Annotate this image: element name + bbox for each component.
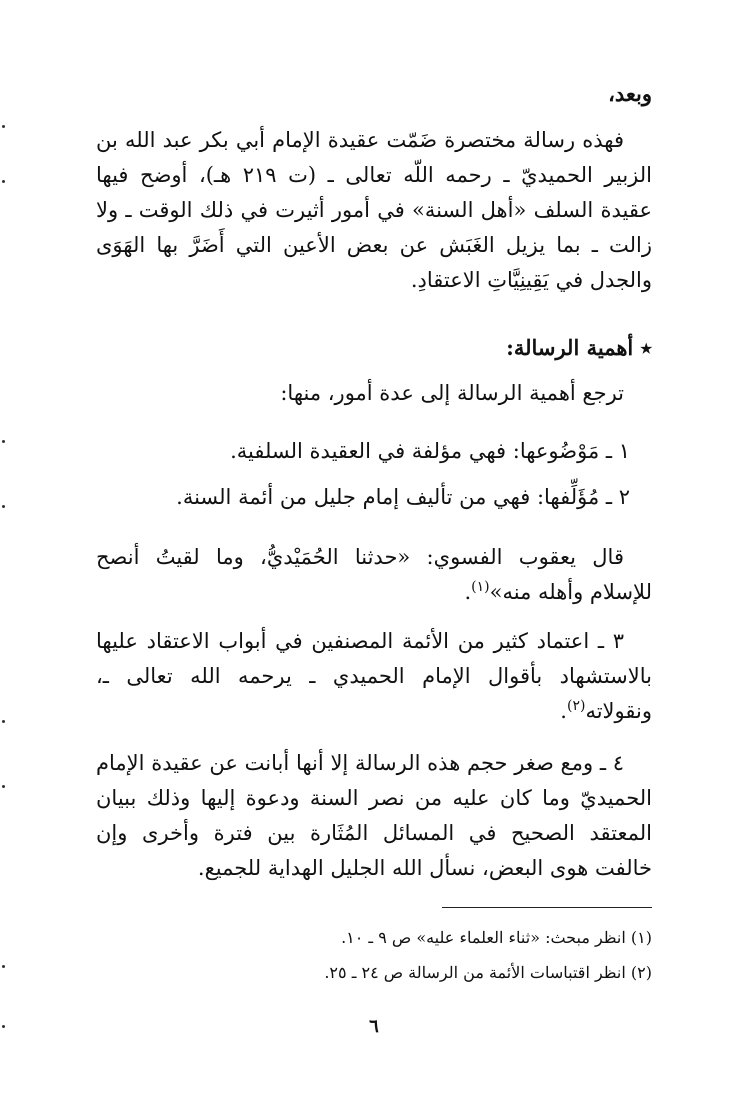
section-intro: ترجع أهمية الرسالة إلى عدة أمور، منها: [280,381,624,405]
intro-paragraph: فهذه رسالة مختصرة ضَمّت عقيدة الإمام أبي بكر عبد الله بن الزبير الحميديّ ـ رحمه اللّه تعالى ـ (ت ٢١٩ هـ)، أوضح فيها عقيدة السلف «أهل السنة» في أمور أثيرت في ذلك الوقت ـ ولا زالت ـ بما يزيل الغَبَش عن بعض الأعين التي أَضَرَّ بها الهَوَى والجدل في يَقِينِيَّاتِ الاعتقادِ. [96,128,652,292]
point-1: ١ ـ مَوْضُوعها: فهي مؤلفة في العقيدة السلفية. [230,439,630,463]
quote-period: . [464,580,472,604]
scan-edge-mark [2,720,5,723]
quote-paragraph [96,540,652,610]
quote-text: قال يعقوب الفسوي: «حدثنا الحُمَيْديُّ، وما لقيتُ أنصح للإسلام وأهله منه» [96,545,652,604]
point-2: ٢ ـ مُؤَلِّفها: فهي من تأليف إمام جليل من أئمة السنة. [176,485,630,509]
footnote-marker-2: (٢) [566,698,586,714]
footnote-2: (٢) انظر اقتباسات الأئمة من الرسالة ص ٢٤ ـ ٢٥. [324,963,652,982]
footnote-1: (١) انظر مبحث: «ثناء العلماء عليه» ص ٩ ـ ١٠. [341,928,652,947]
section-heading: ٭ أهمية الرسالة: [506,335,652,360]
page-number: ٦ [369,1016,379,1037]
opening-line: وبعد، [608,81,652,106]
scan-edge-mark [2,440,5,443]
footnote-divider [442,907,652,908]
point-3-text: ٣ ـ اعتماد كثير من الأئمة المصنفين في أبواب الاعتقاد عليها بالاستشهاد بأقوال الإمام الحميدي ـ يرحمه الله تعالى ـ، ونقولاته [96,629,652,723]
scan-edge-mark [2,1025,5,1028]
scan-edge-mark [2,180,5,183]
footnote-marker-1: (١) [471,579,490,595]
scan-edge-mark [2,505,5,508]
point-3-period: . [560,699,567,723]
point-4: ٤ ـ ومع صغر حجم هذه الرسالة إلا أنها أبانت عن عقيدة الإمام الحميديّ وما كان عليه من نصر السنة ودعوة إليها وذلك ببيان المعتقد الصحيح في المسائل المُثَارة بين فترة وأخرى وإن خالفت هوى البعض، نسأل الله الجليل الهداية للجميع. [96,751,652,880]
scan-edge-mark [2,965,5,968]
book-page [96,0,652,1096]
point-3 [96,624,652,729]
scan-edge-mark [2,125,5,128]
scan-edge-mark [2,785,5,788]
